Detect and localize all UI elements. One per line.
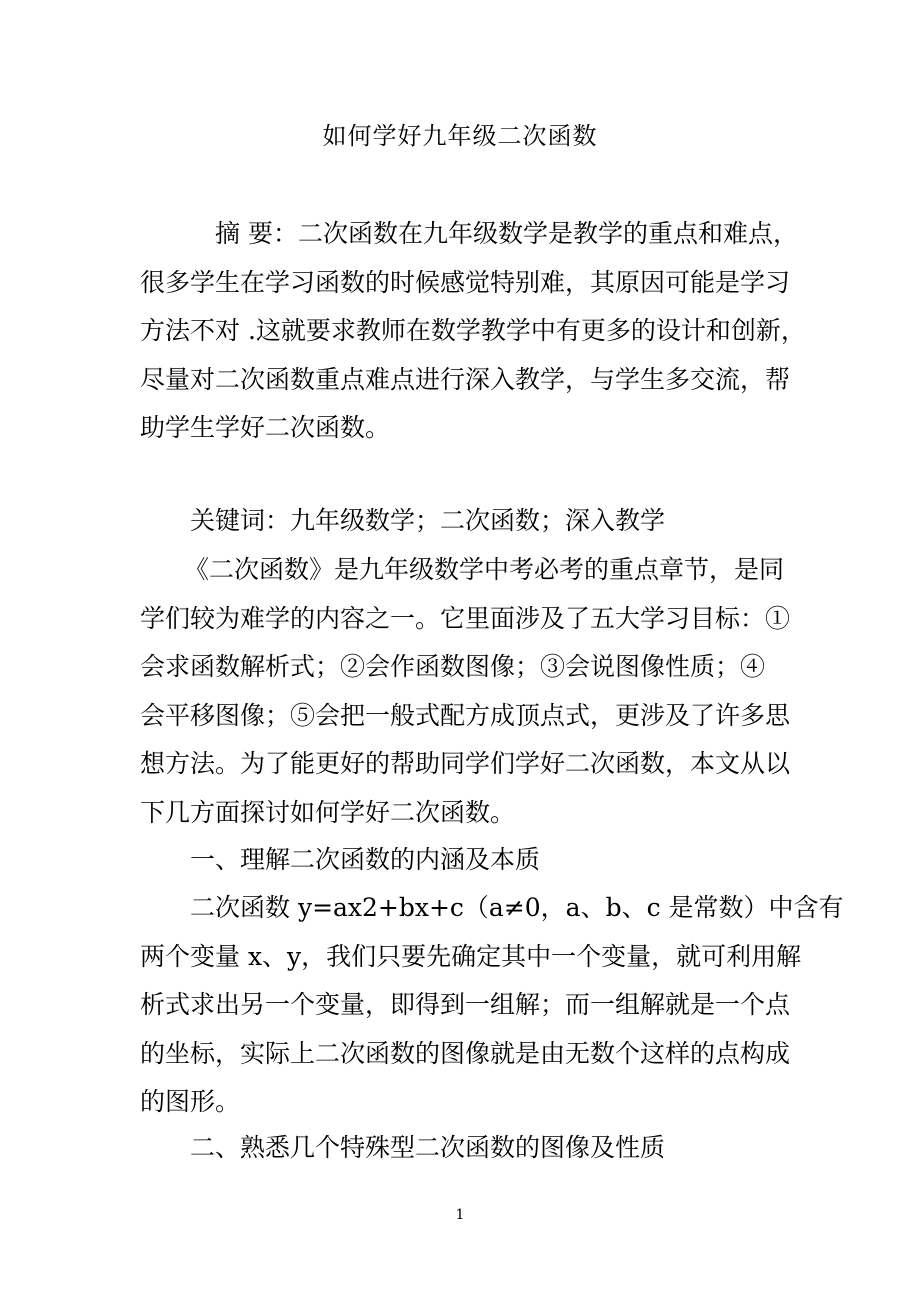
intro-line: 学们较为难学的内容之一。它里面涉及了五大学习目标：① bbox=[140, 603, 791, 633]
intro-line: 会求函数解析式；②会作函数图像；③会说图像性质；④ bbox=[140, 652, 766, 681]
abstract-line: 很多学生在学习函数的时候感觉特别难，其原因可能是学习 bbox=[140, 267, 791, 297]
section1-paragraph bbox=[140, 884, 844, 1127]
section1-line: 两个变量 x、y，我们只要先确定其中一个变量，就可利用解 bbox=[140, 941, 802, 971]
section1-line: 的图形。 bbox=[140, 1087, 241, 1116]
section-heading-2: 二、熟悉几个特殊型二次函数的图像及性质 bbox=[190, 1133, 666, 1162]
abstract-line: 助学生学好二次函数。 bbox=[140, 413, 391, 442]
section1-line: 析式求出另一个变量，即得到一组解；而一组解就是一个点 bbox=[140, 990, 791, 1019]
intro-line: 会平移图像；⑤会把一般式配方成顶点式，更涉及了许多思 bbox=[140, 700, 791, 730]
section-heading-1: 一、理解二次函数的内涵及本质 bbox=[190, 845, 541, 874]
abstract-line: 摘 要：二次函数在九年级数学是教学的重点和难点， bbox=[215, 219, 798, 248]
abstract-line: 尽量对二次函数重点难点进行深入教学，与学生多交流，帮 bbox=[140, 364, 791, 394]
page-number: 1 bbox=[455, 1207, 465, 1223]
intro-paragraph bbox=[140, 546, 791, 837]
intro-line: 想方法。为了能更好的帮助同学们学好二次函数，本文从以 bbox=[140, 749, 791, 778]
document-title: 如何学好九年级二次函数 bbox=[322, 122, 598, 150]
abstract-paragraph bbox=[140, 210, 806, 453]
section1-line: 的坐标，实际上二次函数的图像就是由无数个这样的点构成 bbox=[140, 1038, 791, 1068]
intro-line: 《二次函数》是九年级数学中考必考的重点章节，是同 bbox=[184, 555, 785, 584]
keywords-line: 关键词：九年级数学；二次函数；深入教学 bbox=[190, 506, 666, 535]
section1-line: 二次函数 y=ax2+bx+c（a≠0，a、b、c 是常数）中含有 bbox=[190, 893, 844, 922]
abstract-line: 方法不对 .这就要求教师在数学教学中有更多的设计和创新， bbox=[140, 316, 806, 345]
intro-line: 下几方面探讨如何学好二次函数。 bbox=[140, 797, 516, 827]
